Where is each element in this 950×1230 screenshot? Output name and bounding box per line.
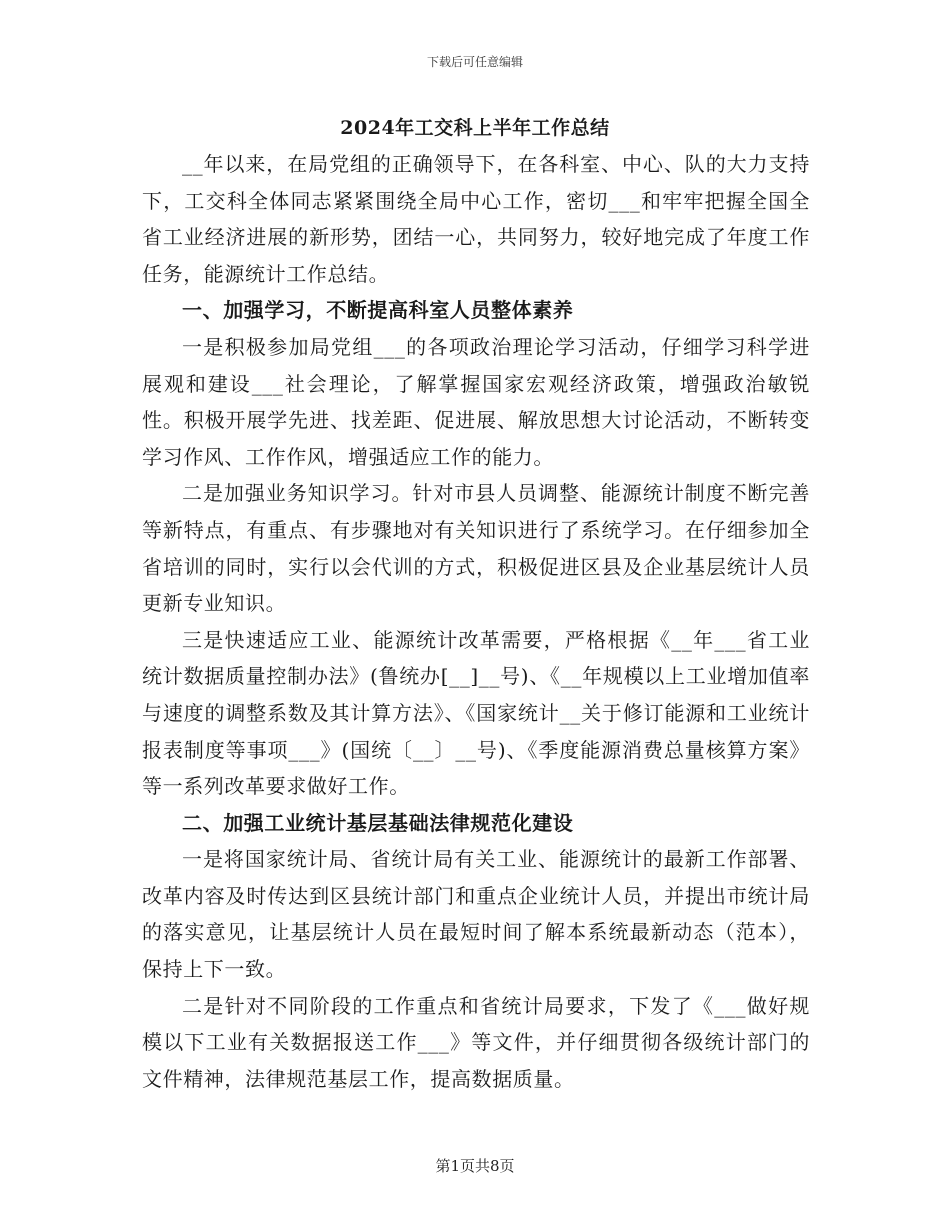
header-note: 下载后可任意编辑 <box>426 55 523 69</box>
section-heading-1: 一、加强学习，不断提高科室人员整体素养 <box>182 298 574 323</box>
paragraph-1-1: 一是积极参加局党组___的各项政治理论学习活动，仔细学习科学进展观和建设___社会理论，了解掌握国家宏观经济政策，增强政治敏锐性。积极开展学先进、找差距、促进展、解放思想大讨论活动，不断转变学习作风、工作作风，增强适应工作的能力。 <box>142 334 810 469</box>
document-body <box>142 146 810 1097</box>
document-title: 2024年工交科上半年工作总结 <box>340 117 610 139</box>
paragraph-2-1: 一是将国家统计局、省统计局有关工业、能源统计的最新工作部署、改革内容及时传达到区县统计部门和重点企业统计人员，并提出市统计局的落实意见，让基层统计人员在最短时间了解本系统最新动态（范本），保持上下一致。 <box>142 847 810 982</box>
section-heading-2: 二、加强工业统计基层基础法律规范化建设 <box>182 810 574 835</box>
paragraph-1-3: 三是快速适应工业、能源统计改革需要，严格根据《__年___省工业统计数据质量控制办法》(鲁统办[__]__号)、《__年规模以上工业增加值率与速度的调整系数及其计算方法》、《国家统计__关于修订能源和工业统计报表制度等事项___》(国统〔__〕__号)、《季度能源消费总量核算方案》等一系列改革要求做好工作。 <box>142 627 810 799</box>
page-footer: 第1页共8页 <box>435 1157 515 1175</box>
paragraph-intro: __年以来，在局党组的正确领导下，在各科室、中心、队的大力支持下，工交科全体同志紧紧围绕全局中心工作，密切___和牢牢把握全国全省工业经济进展的新形势，团结一心，共同努力，较好地完成了年度工作任务，能源统计工作总结。 <box>142 152 810 286</box>
paragraph-2-2: 二是针对不同阶段的工作重点和省统计局要求，下发了《___做好规模以下工业有关数据报送工作___》等文件，并仔细贯彻各级统计部门的文件精神，法律规范基层工作，提高数据质量。 <box>142 993 810 1091</box>
paragraph-1-2: 二是加强业务知识学习。针对市县人员调整、能源统计制度不断完善等新特点，有重点、有步骤地对有关知识进行了系统学习。在仔细参加全省培训的同时，实行以会代训的方式，积极促进区县及企业基层统计人员更新专业知识。 <box>142 481 810 616</box>
